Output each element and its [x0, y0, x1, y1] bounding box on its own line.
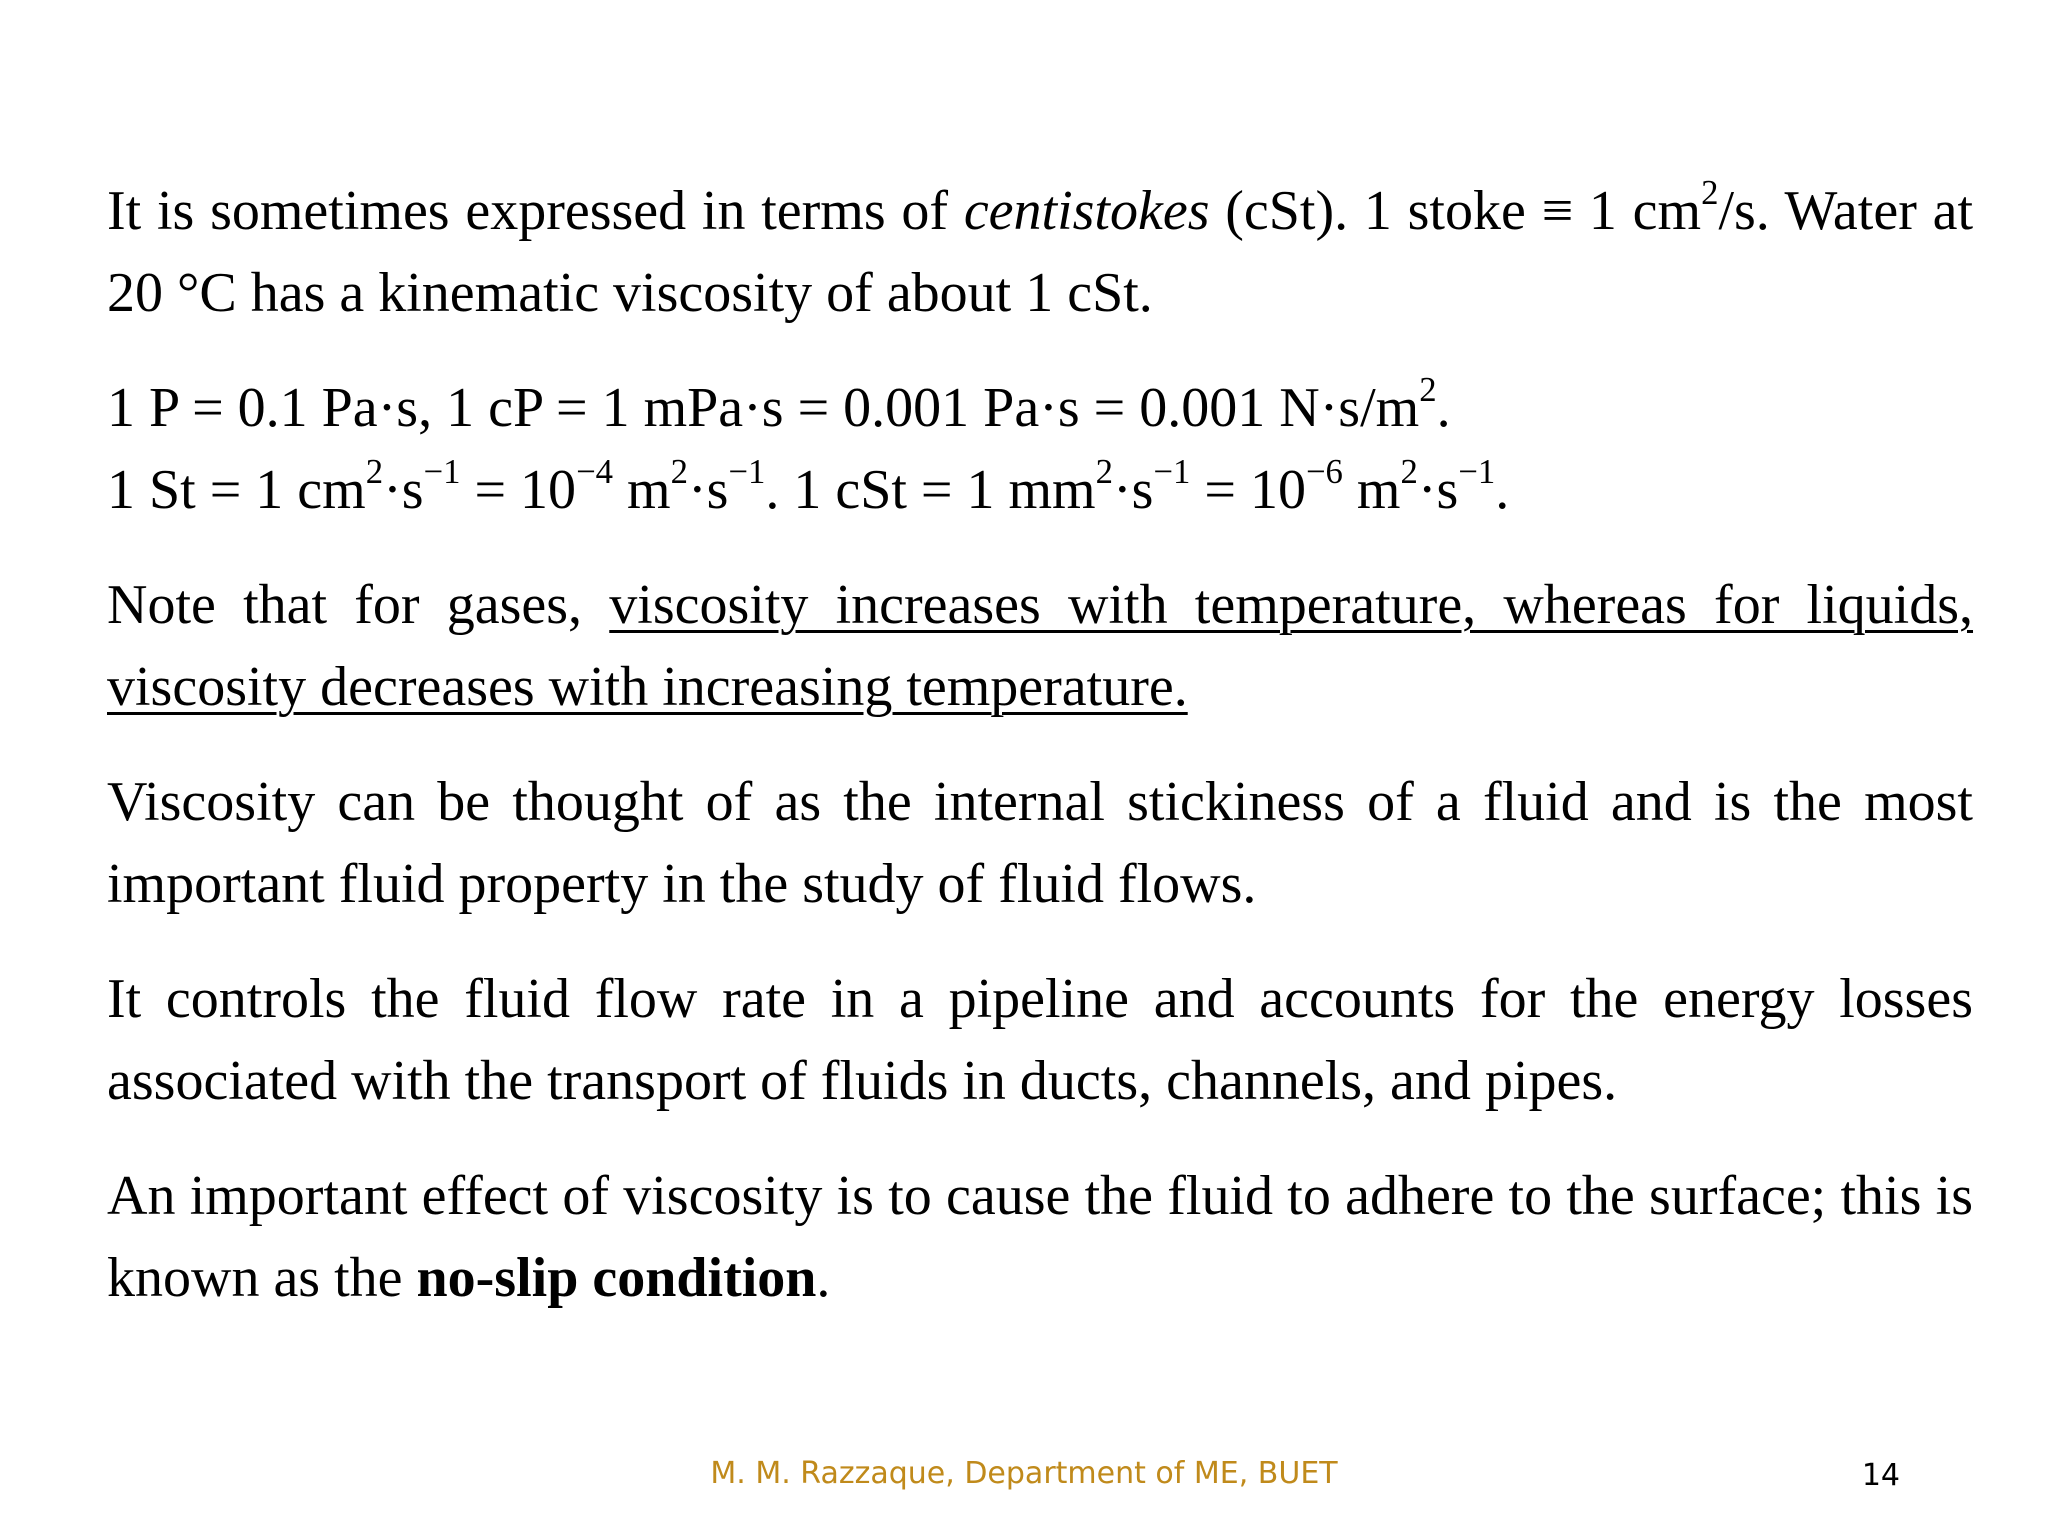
footer-author: M. M. Razzaque, Department of ME, BUET — [710, 1456, 1338, 1491]
paragraph-centistokes: It is sometimes expressed in terms of centistokes (cSt). 1 stoke ≡ 1 $cm^2/s$. Water at 20 °C has a kinematic viscosity of about 1 cSt. — [107, 173, 1974, 324]
paragraph-no-slip: An important effect of viscosity is to cause the fluid to adhere to the surface; this is known as the no-slip condition. — [107, 1165, 1973, 1309]
underlined-viscosity-trend: viscosity increases with temperature, whereas for liquids, viscosity decreases with increasing temperature. — [107, 574, 1974, 718]
equation-stokes: 1 St = 1 $cm^2\cdot s^{-1} = 10^{-4}$ $m^2\cdot s^{-1}$. 1 cSt = 1 $mm^2\cdot s^{-1} = 10^{-6}$ $m^2\cdot s^{-1}$. — [107, 452, 1510, 521]
paragraph-stickiness: Viscosity can be thought of as the internal stickiness of a fluid and is the most important fluid property in the study of fluid flows. — [107, 771, 1973, 915]
term-no-slip-condition: no-slip condition — [416, 1247, 817, 1309]
page-number: 14 — [1861, 1458, 1900, 1493]
term-centistokes: centistokes — [963, 180, 1210, 242]
slide-content — [107, 170, 1973, 1352]
paragraph-temperature-note: Note that for gases, viscosity increases with temperature, whereas for liquids, viscosity decreases with increasing temperature. — [107, 574, 1974, 718]
equation-poise: 1 P = 0.1 Pa·s, 1 cP = 1 mPa·s = 0.001 Pa·s = 0.001 $N\cdot s/m^2$. — [107, 370, 1451, 439]
paragraph-flow-rate: It controls the fluid flow rate in a pipeline and accounts for the energy losses associated with the transport of fluids in ducts, channels, and pipes. — [107, 968, 1973, 1112]
